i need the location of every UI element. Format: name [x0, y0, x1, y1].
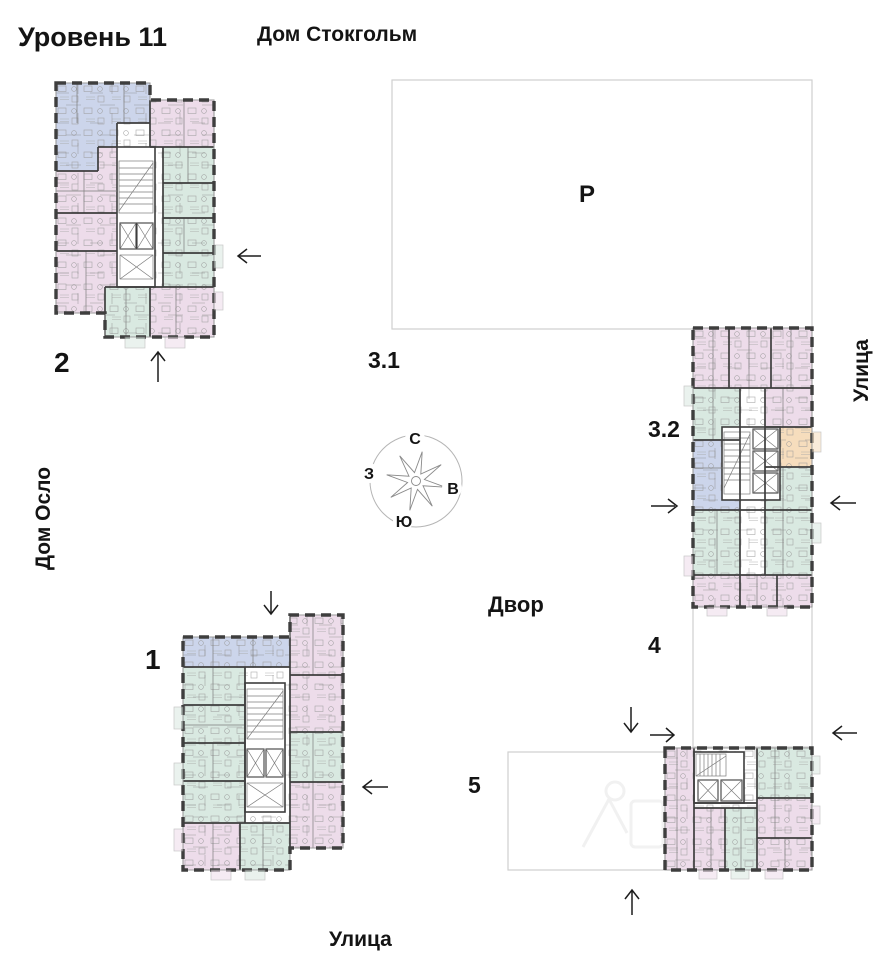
stair-elevator-core [694, 752, 744, 803]
label-parking-3-1: 3.1 [368, 347, 400, 373]
building-2-floorplan[interactable] [56, 83, 223, 348]
parking-area-3-1[interactable] [392, 80, 812, 329]
building-3-2-floorplan[interactable] [684, 328, 821, 616]
label-parking: Р [579, 181, 596, 208]
compass-east-label: В [447, 481, 459, 498]
stair-elevator-core [117, 147, 155, 287]
label-area-5: 5 [468, 772, 481, 798]
stair-elevator-core [722, 427, 780, 500]
area-5[interactable] [508, 752, 665, 870]
label-street-right: Улица [850, 339, 873, 402]
compass-north-label: С [409, 431, 421, 448]
stair-elevator-core [245, 683, 285, 812]
compass-west-label: З [363, 466, 375, 483]
label-area-4: 4 [648, 632, 661, 658]
label-house-stockholm: Дом Стокгольм [257, 23, 418, 46]
label-building-3-2: 3.2 [648, 416, 680, 442]
building-1-floorplan[interactable] [174, 615, 343, 880]
label-house-oslo: Дом Осло [32, 466, 55, 570]
label-street-bottom: Улица [329, 928, 392, 951]
compass-south-label: Ю [395, 514, 413, 531]
level-title: Уровень 11 [18, 22, 167, 52]
building-5-floorplan[interactable] [665, 748, 820, 879]
label-building-1: 1 [145, 644, 161, 675]
label-building-2: 2 [54, 347, 70, 378]
label-courtyard: Двор [488, 592, 544, 617]
area-4[interactable] [693, 605, 812, 747]
